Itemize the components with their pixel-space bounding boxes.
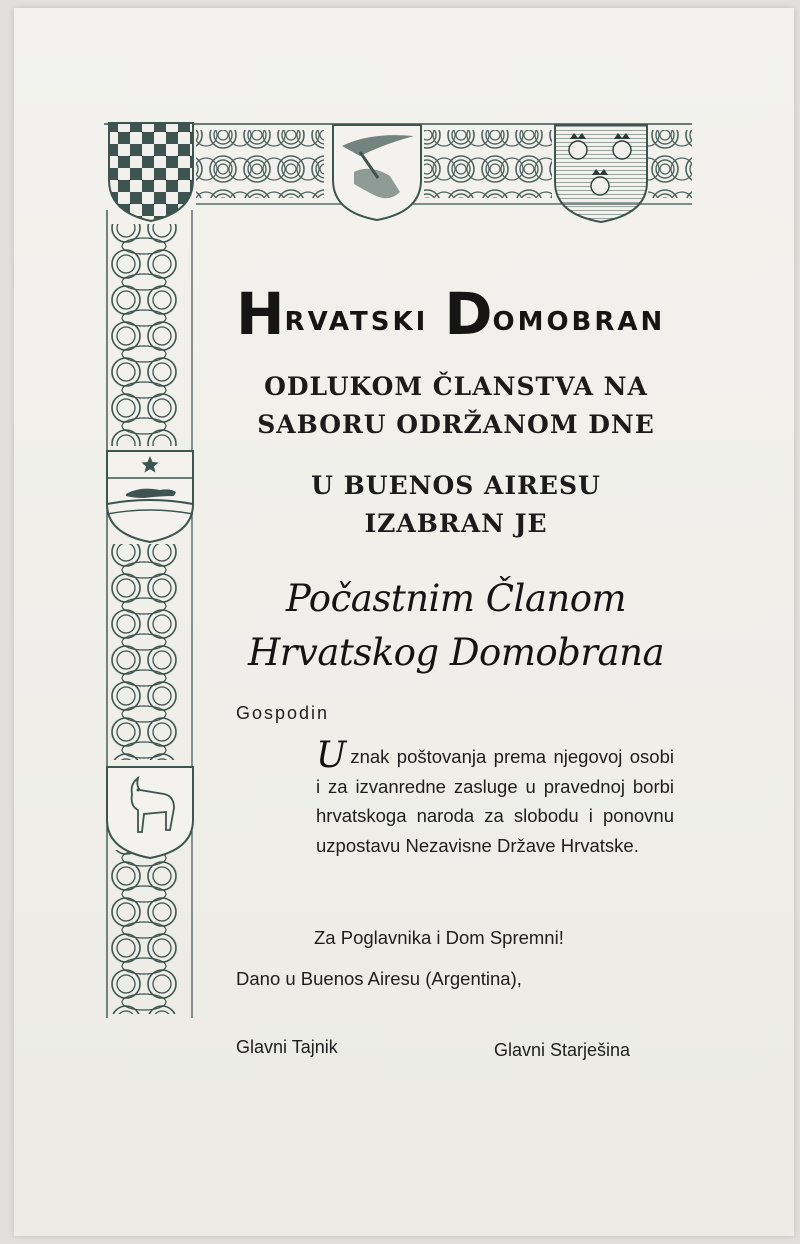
location-line-1: U BUENOS AIRESU [311,471,601,500]
three-crowned-heads-shield-icon [552,122,650,224]
title-word-domobran: OMOBRAN [492,307,666,337]
issued-place: Dano u Buenos Airesu (Argentina), [236,968,522,989]
salutation: Gospodin [236,703,330,723]
title-word-hrvatski: RVATSKI [284,307,429,337]
body-paragraph [316,735,674,860]
slogan: Za Poglavnika i Dom Spremni! [314,927,564,948]
marten-star-shield-icon [104,448,196,544]
checkerboard-shield-icon [106,120,196,224]
decision-line-1: ODLUKOM ČLANSTVA NA [264,372,648,401]
document-title [236,280,676,360]
drop-cap: U [316,735,347,776]
honor-title-line-1: Počastnim Članom [285,577,627,620]
honor-title-line-2: Hrvatskog Domobrana [247,631,665,674]
title-initial-h: H [236,280,285,348]
left-ornamental-border [104,210,194,1018]
location-line-2: IZABRAN JE [364,509,548,538]
body-text: znak poštovanja prema njegovoj osobi i za izvanredne zasluge u pravednoj borbi hrvatskoga naroda za slobodu i ponovnu uzpostavu Nezavisne Države Hrvatske. [316,746,674,856]
title-initial-d: D [444,280,493,348]
arm-with-sword-shield-icon [330,122,424,222]
signature-chief: Glavni Starješina [494,1040,631,1060]
goat-shield-icon [104,764,196,860]
decision-line-2: SABORU ODRŽANOM DNE [257,410,655,439]
signature-secretary: Glavni Tajnik [236,1037,338,1057]
